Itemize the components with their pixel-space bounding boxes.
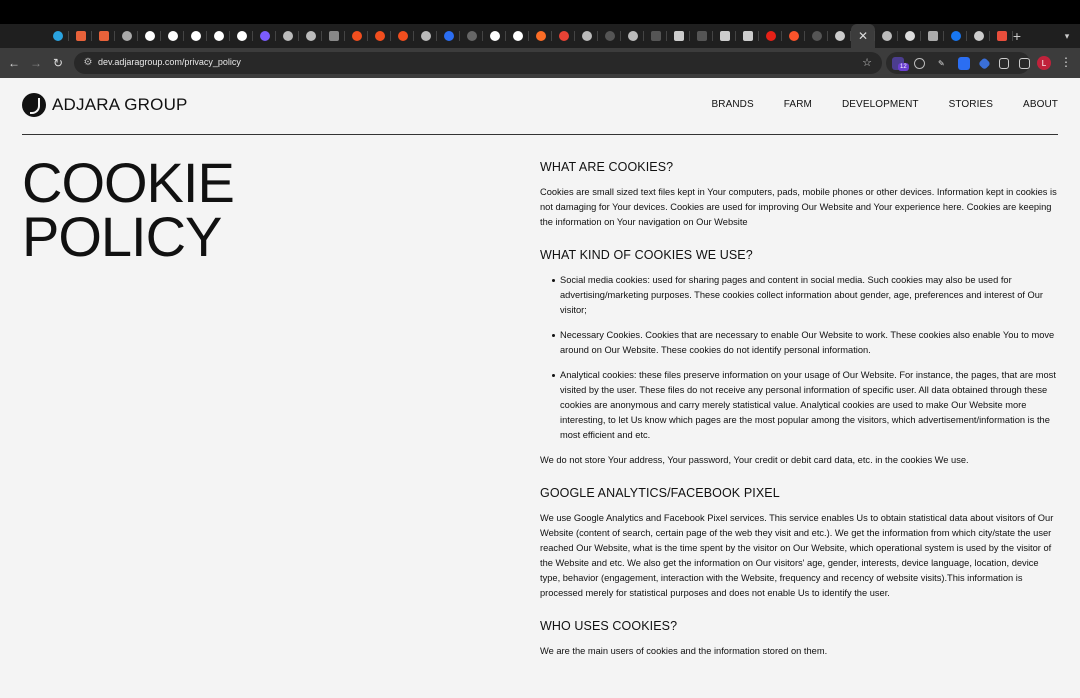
section-heading-who: WHO USES COOKIES? xyxy=(540,619,678,633)
browser-tab[interactable] xyxy=(898,24,921,48)
eyedropper-extension-icon[interactable]: ✎ xyxy=(938,58,945,68)
browser-tab[interactable] xyxy=(92,24,115,48)
list-item: Necessary Cookies. Cookies that are necessary to enable Our Website to work. These cookies also enable You to move around on Our Website. These cookies do not identify personal information. xyxy=(560,328,1060,358)
main-nav xyxy=(681,99,1058,110)
section-text-kind-after: We do not store Your address, Your password, Your credit or debit card data, etc. in the cookies We use. xyxy=(540,455,969,465)
app-icon xyxy=(697,31,707,41)
app-icon xyxy=(76,31,86,41)
browser-tab[interactable] xyxy=(875,24,898,48)
section-text-what: Cookies are small sized text files kept in Your computers, pads, mobile phones or other devices. Information kept in cookies is not damaging for Your devices. Cookies are used for improving Our Website and Your experience here. Cookies are keeping the information on Your navigation on Our Website xyxy=(540,187,1057,227)
globe-icon xyxy=(582,31,592,41)
reload-icon[interactable]: ↻ xyxy=(52,56,64,70)
gitlab-icon xyxy=(536,31,546,41)
notion-icon xyxy=(905,31,915,41)
section-text-who: We are the main users of cookies and the information stored on them. xyxy=(540,646,828,656)
browser-tab[interactable] xyxy=(805,24,828,48)
browser-tab[interactable] xyxy=(782,24,805,48)
section-heading-what: WHAT ARE COOKIES? xyxy=(540,160,674,174)
browser-tab[interactable] xyxy=(299,24,322,48)
github-icon xyxy=(812,31,822,41)
browser-tab[interactable] xyxy=(414,24,437,48)
header-divider xyxy=(22,134,1058,135)
nav-brands[interactable]: BRANDS xyxy=(711,99,754,110)
browser-tab[interactable] xyxy=(529,24,552,48)
browser-tab[interactable] xyxy=(391,24,414,48)
cookie-kinds-list xyxy=(560,273,1060,443)
dash-icon xyxy=(467,31,477,41)
square-icon xyxy=(674,31,684,41)
browser-tab[interactable] xyxy=(230,24,253,48)
browser-menu-icon[interactable]: ⋮ xyxy=(1060,55,1072,69)
browser-tab[interactable] xyxy=(944,24,967,48)
browser-tab[interactable] xyxy=(667,24,690,48)
url-text[interactable]: dev.adjaragroup.com/privacy_policy xyxy=(98,57,241,67)
site-logo[interactable] xyxy=(22,93,188,117)
apple-icon xyxy=(122,31,132,41)
tab-strip xyxy=(46,24,1013,48)
browser-tab[interactable] xyxy=(437,24,460,48)
youtube-icon xyxy=(766,31,776,41)
logo-text: ADJARA GROUP xyxy=(52,95,188,114)
triangle-icon xyxy=(191,31,201,41)
globe-icon xyxy=(306,31,316,41)
app-icon xyxy=(329,31,339,41)
list-item: Social media cookies: used for sharing pages and content in social media. Such cookies may also be used for advertising/marketing purposes. These cookies collect information about gender, age, preferences and interest of Our visitor; xyxy=(560,273,1060,318)
section-text-ga: We use Google Analytics and Facebook Pixel services. This service enables Us to obtain statistical data about visitors of Our Website (content of search, certain page of the web they visit and etc.). We get the information from which city/state the user reached Our Website, what is the time spent by the visitor on Our Website, which operational system is used by the visitor of the Website and etc. We also get the information on Our visitors' age, gender, interests, device language, location, device type, behavior (engagement, interaction with the Website, frequency and recency of website visits).This information is processed merely for statistical purposes and does not enable Us to identify the user. xyxy=(540,513,1054,598)
browser-tab[interactable] xyxy=(138,24,161,48)
section-heading-kind: WHAT KIND OF COOKIES WE USE? xyxy=(540,248,753,262)
screen-top-strip xyxy=(0,0,1080,24)
shield-icon xyxy=(444,31,454,41)
triangle-icon xyxy=(513,31,523,41)
browser-tab[interactable] xyxy=(921,24,944,48)
profile-avatar[interactable]: L xyxy=(1037,56,1051,70)
browser-tab[interactable] xyxy=(828,24,851,48)
active-tab[interactable] xyxy=(851,24,875,48)
browser-tab[interactable] xyxy=(207,24,230,48)
browser-tab[interactable] xyxy=(506,24,529,48)
nav-stories[interactable]: STORIES xyxy=(948,99,994,110)
browser-tab[interactable] xyxy=(759,24,782,48)
browser-tab[interactable] xyxy=(161,24,184,48)
square-icon xyxy=(720,31,730,41)
extension-badge: 12 xyxy=(900,63,907,70)
close-tab-icon[interactable]: ✕ xyxy=(857,29,869,43)
app-icon xyxy=(99,31,109,41)
browser-tab[interactable] xyxy=(552,24,575,48)
browser-tab[interactable] xyxy=(253,24,276,48)
browser-tab[interactable] xyxy=(46,24,69,48)
triangle-icon xyxy=(237,31,247,41)
browser-tab[interactable] xyxy=(690,24,713,48)
globe-icon xyxy=(628,31,638,41)
compass-extension-icon[interactable] xyxy=(914,58,925,69)
page-title xyxy=(22,151,382,268)
figma-icon xyxy=(352,31,362,41)
figma-icon xyxy=(375,31,385,41)
triangle-icon xyxy=(214,31,224,41)
list-item: Analytical cookies: these files preserve information on your usage of Our Website. For instance, the pages, that are most visited by the user. These files do not receive any personal information of specific user. All data obtained through these cookies are anonymous and carry merely statistical value. Analytical cookies are used to make Our Website more interesting, to let Us know which pages are the most popular among the visitors, which advertisement/information is the most efficient and etc. xyxy=(560,368,1060,443)
browser-tab[interactable] xyxy=(322,24,345,48)
web-page xyxy=(0,78,1080,698)
browser-tab[interactable] xyxy=(967,24,990,48)
new-tab-button[interactable]: + xyxy=(1012,28,1022,44)
tab-search-icon[interactable]: ▾ xyxy=(1064,30,1070,41)
browser-tab[interactable] xyxy=(368,24,391,48)
browser-tab[interactable] xyxy=(276,24,299,48)
browser-toolbar xyxy=(0,48,1080,78)
browser-tab[interactable] xyxy=(598,24,621,48)
bookmark-star-icon[interactable]: ☆ xyxy=(862,57,872,69)
adjara-logo-icon xyxy=(22,93,46,117)
browser-tab[interactable] xyxy=(184,24,207,48)
forward-icon[interactable]: → xyxy=(30,56,42,70)
app-icon xyxy=(651,31,661,41)
globe-icon xyxy=(882,31,892,41)
browser-tab[interactable] xyxy=(621,24,644,48)
browser-tab[interactable] xyxy=(483,24,506,48)
browser-tab[interactable] xyxy=(713,24,736,48)
chrome-icon xyxy=(974,31,984,41)
square-icon xyxy=(743,31,753,41)
gmail-icon xyxy=(559,31,569,41)
app-icon xyxy=(997,31,1007,41)
section-heading-ga: GOOGLE ANALYTICS/FACEBOOK PIXEL xyxy=(540,486,780,500)
triangle-icon xyxy=(168,31,178,41)
site-info-icon[interactable]: ⚙ xyxy=(83,57,93,68)
browser-tab[interactable] xyxy=(644,24,667,48)
github-icon xyxy=(605,31,615,41)
figma-icon xyxy=(398,31,408,41)
browser-tab[interactable] xyxy=(575,24,598,48)
triangle-icon xyxy=(145,31,155,41)
browser-tab-bar xyxy=(0,24,1080,48)
brave-icon xyxy=(789,31,799,41)
browser-tab[interactable] xyxy=(115,24,138,48)
telegram-icon xyxy=(53,31,63,41)
facebook-icon xyxy=(951,31,961,41)
puzzle-extensions-icon[interactable] xyxy=(999,58,1010,69)
extensions-area xyxy=(886,52,1030,74)
page-title-line1: COOKIE xyxy=(22,151,234,214)
browser-tab[interactable] xyxy=(460,24,483,48)
policy-content xyxy=(540,160,1060,677)
browser-tab[interactable] xyxy=(736,24,759,48)
globe-icon xyxy=(283,31,293,41)
tag-extension-icon[interactable] xyxy=(978,57,990,69)
cube-icon xyxy=(260,31,270,41)
page-title-line2: POLICY xyxy=(22,205,222,268)
globe-icon xyxy=(421,31,431,41)
sidepanel-icon[interactable] xyxy=(1019,58,1030,69)
back-icon[interactable]: ← xyxy=(8,56,20,70)
browser-tab[interactable] xyxy=(345,24,368,48)
extension-icon[interactable] xyxy=(892,57,907,70)
browser-tab[interactable] xyxy=(69,24,92,48)
translate-extension-icon[interactable] xyxy=(958,57,970,70)
nav-development[interactable]: DEVELOPMENT xyxy=(841,99,919,110)
app-icon xyxy=(928,31,938,41)
address-bar[interactable] xyxy=(74,52,882,74)
nav-farm[interactable]: FARM xyxy=(783,99,812,110)
nav-about[interactable]: ABOUT xyxy=(1023,99,1058,110)
triangle-icon xyxy=(490,31,500,41)
chrome-icon xyxy=(835,31,845,41)
